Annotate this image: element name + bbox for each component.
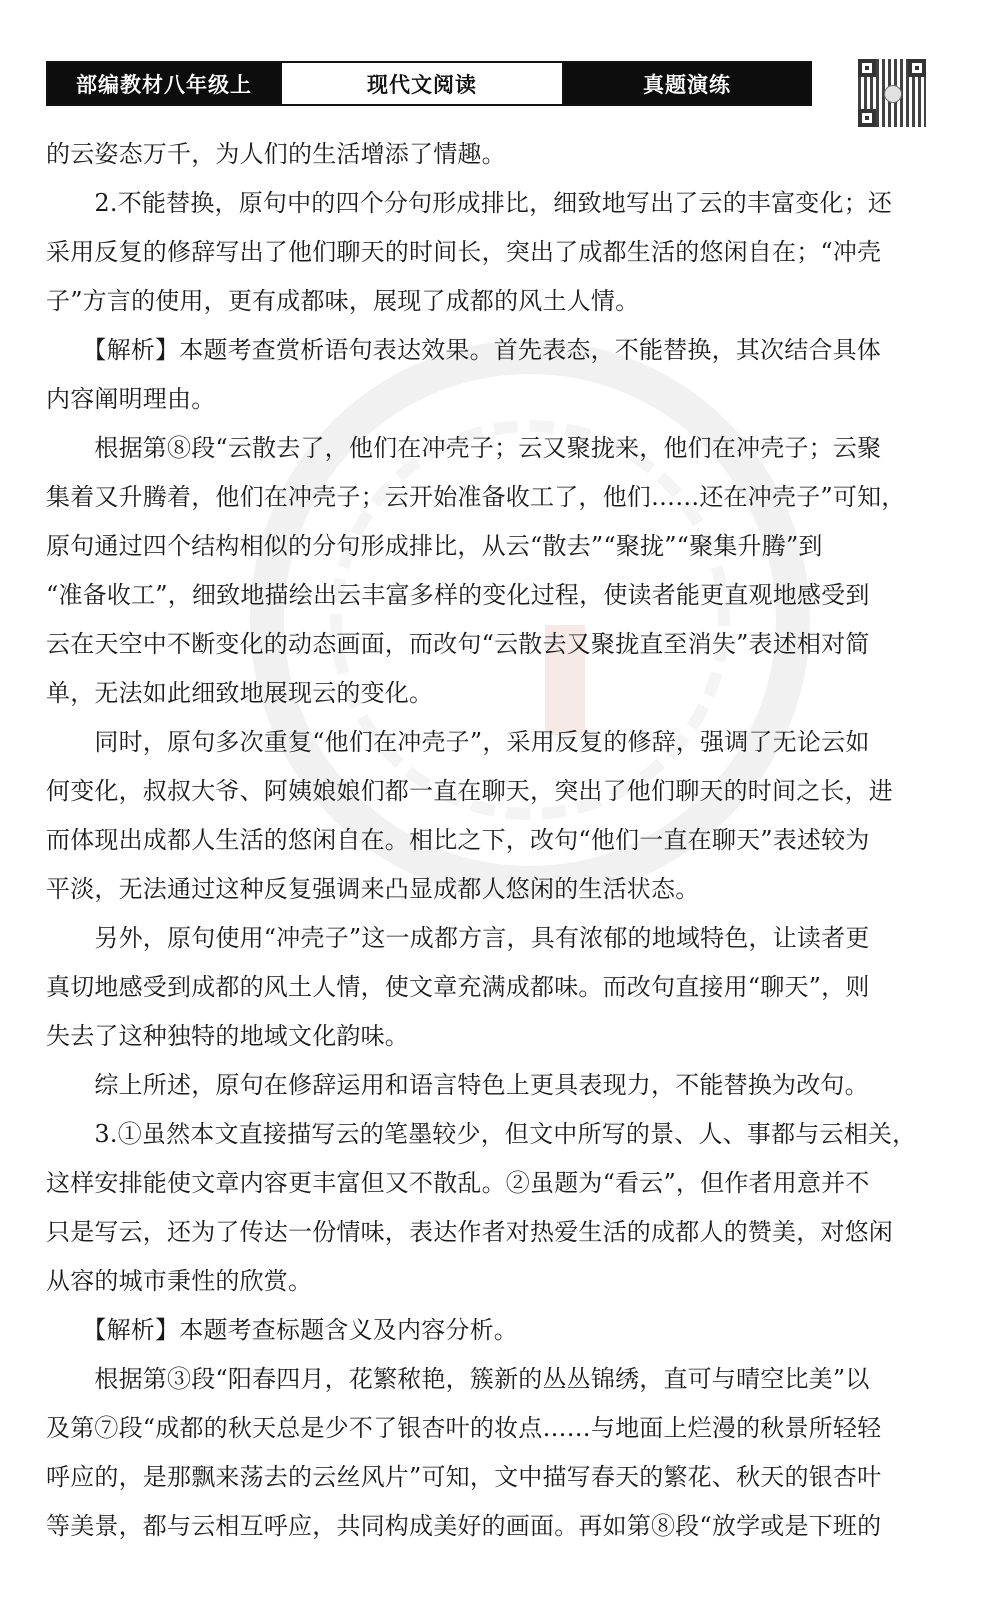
text-line: 【解析】本题考查标题含义及内容分析。 xyxy=(46,1316,518,1344)
text-line: 从容的城市秉性的欣赏。 xyxy=(46,1267,313,1295)
text-line: 只是写云，还为了传达一份情味，表达作者对热爱生活的成都人的赞美，对悠闲 xyxy=(46,1218,893,1246)
text-line: 2.不能替换，原句中的四个分句形成排比，细致地写出了云的丰富变化；还 xyxy=(46,189,893,217)
text-line: 呼应的，是那飘来荡去的云丝风片”可知，文中描写春天的繁花、秋天的银杏叶 xyxy=(46,1463,882,1491)
text-line: 真切地感受到成都的风土人情，使文章充满成都味。而改句直接用“聊天”，则 xyxy=(46,973,870,1001)
header-practice-label: 真题演练 xyxy=(564,63,810,104)
text-line: 根据第③段“阳春四月，花繁秾艳，簇新的丛丛锦绣，直可与晴空比美”以 xyxy=(46,1365,870,1393)
text-line: 失去了这种独特的地域文化韵味。 xyxy=(46,1022,409,1050)
text-line: 【解析】本题考查赏析语句表达效果。首先表态，不能替换，其次结合具体 xyxy=(46,336,881,364)
text-line: 同时，原句多次重复“他们在冲壳子”，采用反复的修辞，强调了无论云如 xyxy=(46,728,870,756)
text-line: 而体现出成都人生活的悠闲自在。相比之下，改句“他们一直在聊天”表述较为 xyxy=(46,826,870,854)
text-line: 另外，原句使用“冲壳子”这一成都方言，具有浓郁的地域特色，让读者更 xyxy=(46,924,870,952)
header-section-label: 现代文阅读 xyxy=(280,63,564,104)
text-line: 综上所述，原句在修辞运用和语言特色上更具表现力，不能替换为改句。 xyxy=(46,1071,869,1099)
text-line: 何变化，叔叔大爷、阿姨娘娘们都一直在聊天，突出了他们聊天的时间之长，进 xyxy=(46,777,893,805)
page-header xyxy=(46,61,812,106)
text-line: 3.①虽然本文直接描写云的笔墨较少，但文中所写的景、人、事都与云相关， xyxy=(46,1120,916,1148)
text-line: 这样安排能使文章内容更丰富但又不散乱。②虽题为“看云”，但作者用意并不 xyxy=(46,1169,870,1197)
text-line: 集着又升腾着，他们在冲壳子；云开始准备收工了，他们……还在冲壳子”可知， xyxy=(46,483,906,511)
text-line: 云在天空中不断变化的动态画面，而改句“云散去又聚拢直至消失”表述相对简 xyxy=(46,630,870,658)
text-line: 及第⑦段“成都的秋天总是少不了银杏叶的妆点……与地面上烂漫的秋景所轻轻 xyxy=(46,1414,882,1442)
text-line: 等美景，都与云相互呼应，共同构成美好的画面。再如第⑧段“放学或是下班的 xyxy=(46,1512,882,1540)
text-line: 根据第⑧段“云散去了，他们在冲壳子；云又聚拢来，他们在冲壳子；云聚 xyxy=(46,434,882,462)
text-line: 平淡，无法通过这种反复强调来凸显成都人悠闲的生活状态。 xyxy=(46,875,700,903)
qr-code-icon xyxy=(858,59,926,127)
text-line: 采用反复的修辞写出了他们聊天的时间长，突出了成都生活的悠闲自在；“冲壳 xyxy=(46,238,882,266)
text-line: 的云姿态万千，为人们的生活增添了情趣。 xyxy=(46,140,506,168)
text-line: 内容阐明理由。 xyxy=(46,385,216,413)
text-line: 原句通过四个结构相似的分句形成排比，从云“散去”“聚拢”“聚集升腾”到 xyxy=(46,532,823,560)
text-line: 子”方言的使用，更有成都味，展现了成都的风土人情。 xyxy=(46,287,640,315)
text-line: “准备收工”，细致地描绘出云丰富多样的变化过程，使读者能更直观地感受到 xyxy=(46,581,870,609)
document-body xyxy=(46,130,916,1551)
text-line: 单，无法如此细致地展现云的变化。 xyxy=(46,679,434,707)
header-textbook-label: 部编教材八年级上 xyxy=(48,63,280,104)
